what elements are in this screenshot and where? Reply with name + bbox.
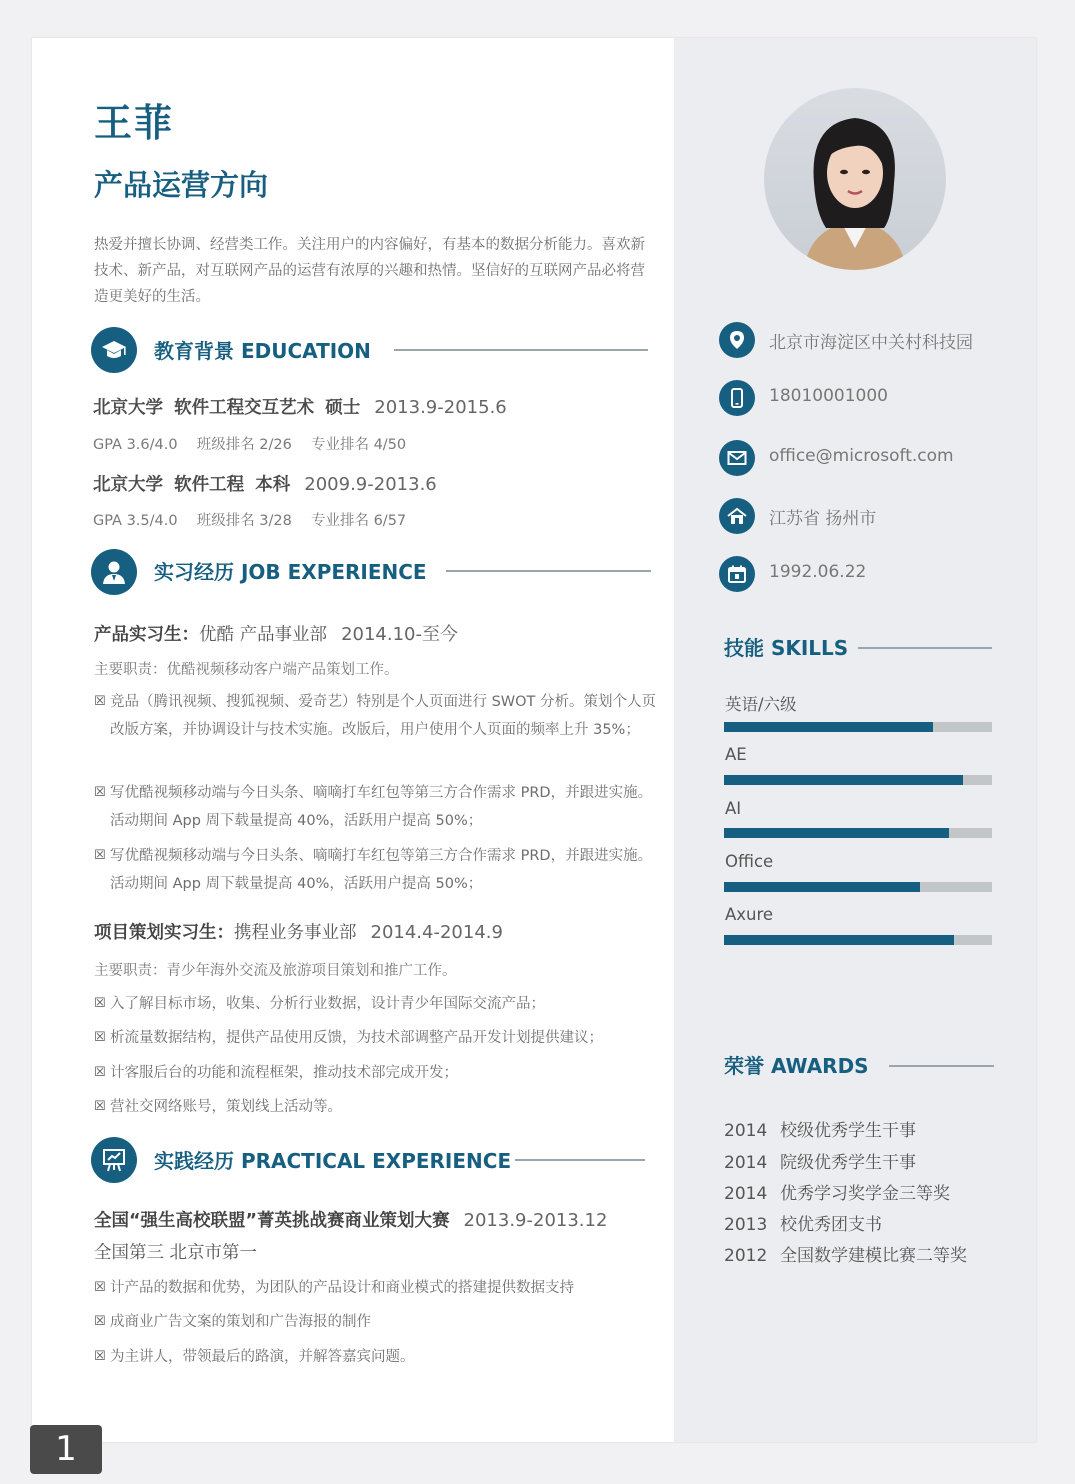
location-pin-icon (719, 322, 755, 358)
job-company: 优酷 产品事业部 (199, 625, 328, 645)
skills-divider (858, 647, 992, 649)
education-ranking-1: GPA 3.6/4.0 班级排名 2/26 专业排名 4/50 (93, 437, 407, 453)
envelope-icon (719, 440, 755, 476)
phone-text: 18010001000 (769, 386, 888, 406)
presentation-board-icon (91, 1137, 137, 1183)
education-heading: 教育背景 EDUCATION (154, 339, 371, 363)
skill-bar (724, 722, 992, 732)
major-name: 软件工程交互艺术 (174, 398, 315, 418)
job-entry-1-duty: 主要职责：优酷视频移动客户端产品策划工作。 (94, 662, 399, 678)
checkbox-icon: ☒ (94, 1349, 106, 1364)
school-name: 北京大学 (93, 475, 163, 495)
skill-bar (724, 882, 992, 892)
job-period: 2014.4-2014.9 (370, 922, 503, 943)
skill-bar-fill (724, 722, 933, 732)
award-year: 2014 (724, 1121, 768, 1141)
checkbox-icon: ☒ (94, 785, 106, 800)
skills-heading: 技能 SKILLS (724, 636, 849, 660)
checkbox-icon: ☒ (94, 1030, 106, 1045)
award-item (724, 1241, 967, 1266)
education-ranking-2: GPA 3.5/4.0 班级排名 3/28 专业排名 6/57 (93, 513, 407, 529)
job-entry-1-header (94, 620, 458, 646)
graduation-cap-icon (91, 327, 137, 373)
page-number-badge[interactable]: 1 (30, 1425, 102, 1474)
degree: 本科 (255, 475, 291, 495)
education-entry-2 (93, 471, 437, 496)
practical-heading: 实践经历 PRACTICAL EXPERIENCE (154, 1149, 512, 1173)
skill-bar-fill (724, 882, 920, 892)
job-entry-2-header (94, 919, 503, 944)
award-name: 优秀学习奖学金三等奖 (780, 1184, 950, 1204)
job-bullet: ☒ 竞品（腾讯视频、搜狐视频、爱奇艺）特别是个人页面进行 SWOT 分析。策划个人页改版方案，并协调设计与技术实施。改版后，用户使用个人页面的频率上升 35%； (94, 688, 665, 744)
person-icon (91, 549, 137, 595)
checkbox-icon: ☒ (94, 1314, 106, 1329)
checkbox-icon: ☒ (94, 1280, 106, 1295)
job-bullet: ☒ 写优酷视频移动端与今日头条、嘀嘀打车红包等第三方合作需求 PRD，并跟进实施。活动期间 App 周下载量提高 40%，活跃用户提高 50%； (94, 842, 665, 898)
avatar (764, 88, 946, 270)
skill-label: Axure (725, 905, 774, 924)
award-year: 2014 (724, 1153, 768, 1173)
education-entry-1 (93, 394, 507, 419)
competition-result: 全国第三 北京市第一 (94, 1243, 258, 1263)
job-heading: 实习经历 JOB EXPERIENCE (154, 560, 427, 584)
hometown-text: 江苏省 扬州市 (769, 509, 877, 529)
study-period: 2013.9-2015.6 (374, 397, 507, 418)
calendar-icon (719, 556, 755, 592)
skill-bar-fill (724, 828, 949, 838)
awards-divider (889, 1065, 994, 1067)
skill-bar (724, 935, 992, 945)
job-period: 2014.10-至今 (341, 624, 458, 645)
address-text: 北京市海淀区中关村科技园 (769, 333, 973, 353)
skill-label: AI (725, 799, 742, 818)
award-name: 校优秀团支书 (780, 1215, 882, 1235)
self-introduction: 热爱并擅长协调、经营类工作。关注用户的内容偏好，有基本的数据分析能力。喜欢新技术、新产品，对互联网产品的运营有浓厚的兴趣和热情。坚信好的互联网产品必将营造更美好的生活。 (94, 237, 645, 305)
award-year: 2013 (724, 1215, 768, 1235)
job-divider (446, 570, 651, 572)
job-position: 产品实习生： (94, 625, 199, 645)
job-position: 项目策划实习生： (94, 923, 234, 943)
major-name: 软件工程 (174, 475, 245, 495)
candidate-name: 王菲 (94, 101, 175, 145)
job-bullet: ☒ 写优酷视频移动端与今日头条、嘀嘀打车红包等第三方合作需求 PRD，并跟进实施。活动期间 App 周下载量提高 40%，活跃用户提高 50%； (94, 779, 665, 835)
practical-divider (515, 1159, 645, 1161)
checkbox-icon: ☒ (94, 1065, 106, 1080)
skill-label: 英语/六级 (725, 695, 797, 714)
competition-period: 2013.9-2013.12 (463, 1210, 608, 1231)
checkbox-icon: ☒ (94, 1099, 106, 1114)
education-divider (394, 349, 648, 351)
job-bullet: ☒ 计客服后台的功能和流程框架，推动技术部完成开发； (94, 1059, 665, 1087)
skill-bar (724, 828, 992, 838)
checkbox-icon: ☒ (94, 996, 106, 1011)
award-year: 2012 (724, 1246, 768, 1266)
school-name: 北京大学 (93, 398, 163, 418)
checkbox-icon: ☒ (94, 694, 106, 709)
job-objective: 产品运营方向 (94, 168, 269, 202)
practical-bullet: ☒ 成商业广告文案的策划和广告海报的制作 (94, 1308, 665, 1336)
award-item (724, 1116, 916, 1141)
skill-bar-fill (724, 935, 954, 945)
award-item (724, 1148, 916, 1173)
checkbox-icon: ☒ (94, 848, 106, 863)
job-company: 携程业务事业部 (234, 923, 357, 943)
practical-entry-header (94, 1207, 607, 1232)
home-icon (719, 498, 755, 534)
job-entry-2-duty: 主要职责：青少年海外交流及旅游项目策划和推广工作。 (94, 963, 457, 979)
award-item (724, 1179, 950, 1204)
award-name: 校级优秀学生干事 (780, 1121, 916, 1141)
degree: 硕士 (325, 398, 361, 418)
awards-heading: 荣誉 AWARDS (724, 1054, 869, 1078)
skill-label: Office (725, 852, 774, 871)
award-name: 院级优秀学生干事 (780, 1153, 916, 1173)
job-bullet: ☒ 入了解目标市场，收集、分析行业数据，设计青少年国际交流产品； (94, 990, 665, 1018)
competition-name: 全国“强生高校联盟”菁英挑战赛商业策划大赛 (94, 1211, 450, 1231)
skill-bar-fill (724, 775, 963, 785)
practical-bullet: ☒ 计产品的数据和优势，为团队的产品设计和商业模式的搭建提供数据支持 (94, 1274, 665, 1302)
skill-bar (724, 775, 992, 785)
skill-label: AE (725, 745, 747, 764)
job-bullet: ☒ 析流量数据结构，提供产品使用反馈，为技术部调整产品开发计划提供建议； (94, 1024, 665, 1052)
award-item (724, 1210, 882, 1235)
practical-bullet: ☒ 为主讲人，带领最后的路演，并解答嘉宾问题。 (94, 1343, 665, 1371)
award-name: 全国数学建模比赛二等奖 (780, 1246, 967, 1266)
email-text: office@microsoft.com (769, 446, 954, 466)
award-year: 2014 (724, 1184, 768, 1204)
phone-icon (719, 380, 755, 416)
study-period: 2009.9-2013.6 (304, 474, 437, 495)
job-bullet: ☒ 营社交网络账号，策划线上活动等。 (94, 1093, 665, 1121)
birthday-text: 1992.06.22 (769, 562, 867, 582)
